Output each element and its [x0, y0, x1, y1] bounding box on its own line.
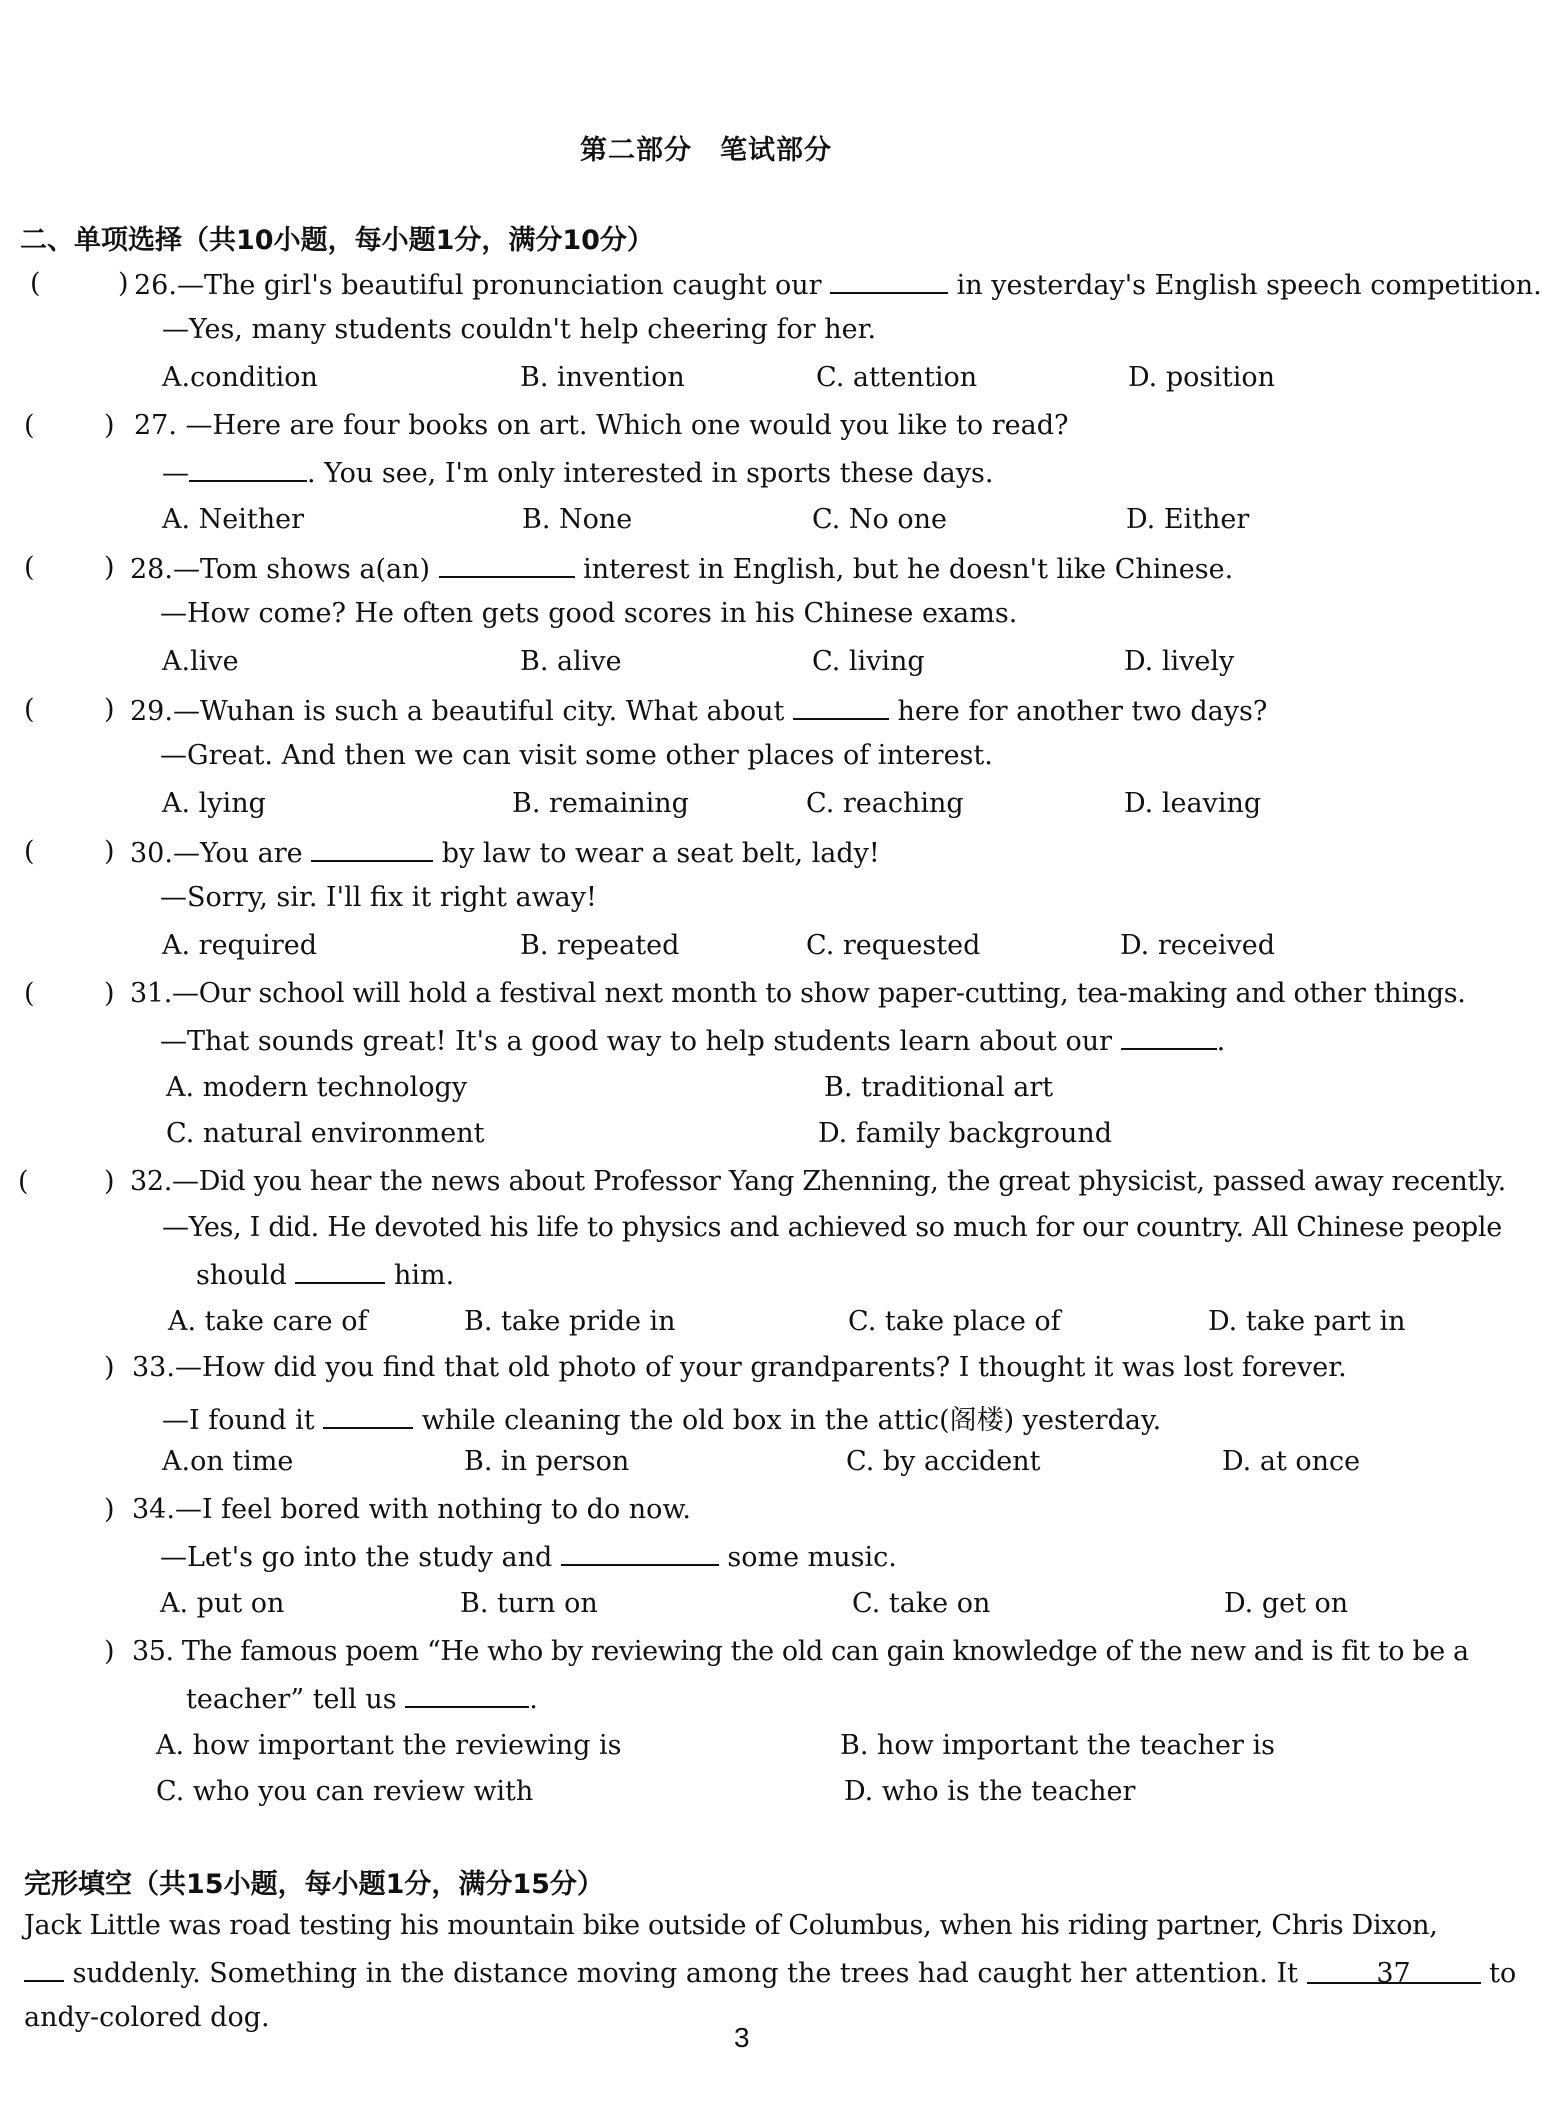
- option-d: D. position: [1128, 362, 1276, 393]
- option-b: B. invention: [520, 362, 685, 393]
- option-c: C. natural environment: [166, 1118, 485, 1149]
- option-c: C. No one: [812, 504, 947, 535]
- answer-bracket-26: (: [30, 268, 41, 299]
- question-31-line-2: —That sounds great! It's a good way to help students learn about our .: [160, 1026, 1226, 1057]
- answer-blank: [830, 268, 948, 294]
- question-35-line-1: 35. The famous poem “He who by reviewing the old can gain knowledge of the new and is fit to be a: [132, 1636, 1469, 1667]
- passage-line-1: Jack Little was road testing his mountain bike outside of Columbus, when his riding partner, Chris Dixon,: [24, 1910, 1438, 1941]
- option-b: B. how important the teacher is: [840, 1730, 1275, 1761]
- part-title: 第二部分 笔试部分: [580, 135, 832, 166]
- question-34-line-2: —Let's go into the study and some music.: [160, 1542, 897, 1573]
- option-d: D. Either: [1126, 504, 1250, 535]
- question-29-line-1: 29.—Wuhan is such a beautiful city. What about here for another two days?: [130, 696, 1268, 727]
- question-35-line-2: teacher” tell us .: [186, 1684, 538, 1715]
- answer-blank: [311, 836, 433, 862]
- option-c: C. take on: [852, 1588, 991, 1619]
- question-30-line-1: 30.—You are by law to wear a seat belt, lady!: [130, 838, 880, 869]
- section-heading-cloze: 完形填空（共15小题，每小题1分，满分15分）: [24, 1869, 604, 1900]
- option-b: B. in person: [464, 1446, 630, 1477]
- answer-bracket-35: ): [104, 1636, 115, 1667]
- option-a: A. required: [162, 930, 318, 961]
- question-32-line-3: should him.: [196, 1260, 455, 1291]
- answer-bracket-33: ): [104, 1352, 115, 1383]
- answer-bracket-32: (: [18, 1166, 29, 1197]
- option-d: D. get on: [1224, 1588, 1349, 1619]
- option-a: A. Neither: [162, 504, 305, 535]
- option-b: B. alive: [520, 646, 622, 677]
- passage-line-2: suddenly. Something in the distance moving among the trees had caught her attention. It 37 to: [24, 1956, 1516, 1989]
- cloze-blank-37: 37: [1307, 1958, 1481, 1984]
- answer-bracket-27: (: [24, 410, 35, 441]
- exam-page: 第二部分 笔试部分 二、单项选择（共10小题，每小题1分，满分10分） ( ) 26.—The girl's beautiful pronunciation caught our in yesterday's English speech competition. —Yes, many students couldn't help cheering for her. A.condition B. invention C. attention D. position ( ) 27. —Here are four books on art. Which one would you like to read? — . You see, I'm only interested in sports these days. A. Neither B. None C. No one D. Either ( ) 28.—Tom shows a(an) interest in English, but he doesn't like Chinese. —How come? He often gets good scores in his Chinese exams. A.live B. alive C. living D. lively ( ) 29.—Wuhan is such a beautiful city. What about here for another two days? —Great. And then we can visit some other places of interest. A. lying B. remaining C. reaching D. leaving ( ) 30.—You are by law to wear a seat belt, lady! —Sorry, sir. I'll fix it right away! A. required B. repeated C. requested D. received ( ) 31.—Our school will hold a festival next month to show paper-cutting, tea-making and other things. —That sounds great! It's a good way to help students learn about our . A. modern technology B. traditional art C. natural environment D. family background ( ) 32.—Did you hear the news about Professor Yang Zhenning, the great physicist, passed away recently. —Yes, I did. He devoted his life to physics and achieved so much for our country. All Chinese people should him. A. take care of B. take pride in C. take place of D. take part in ) 33.—How did you find that old photo of your grandparents? I thought it was lost forever. —I found it while cleaning the old box in the attic(阁楼) yesterday. A.on time B. in person C. by accident D. at once ) 34.—I feel bored with nothing to do now. —Let's go into the study and some music. A. put on B. turn on C. take on D. get on ) 35. The famous poem “He who by reviewing the old can gain knowledge of the new and is fit to be a teacher” tell us . A. how important the reviewing is B. how important the teacher is C. who you can review with D. who is the teacher 完形填空（共15小题，每小题1分，满分15分） Jack Little was road testing his mountain bike outside of Columbus, when his riding partner, Chris Dixon, suddenly. Something in the distance moving among the trees had caught her attention. It 37 to andy-colored dog. 3: [0, 0, 1492, 2112]
- option-b: B. None: [522, 504, 633, 535]
- answer-bracket-34: ): [104, 1494, 115, 1525]
- option-c: C. by accident: [846, 1446, 1041, 1477]
- option-b: B. turn on: [460, 1588, 598, 1619]
- question-26-line-1: 26.—The girl's beautiful pronunciation caught our in yesterday's English speech competition.: [134, 270, 1542, 301]
- option-d: D. leaving: [1124, 788, 1262, 819]
- answer-blank: [1121, 1024, 1217, 1050]
- question-28-line-2: —How come? He often gets good scores in his Chinese exams.: [160, 598, 1018, 629]
- question-31-line-1: 31.—Our school will hold a festival next month to show paper-cutting, tea-making and other things.: [130, 978, 1466, 1009]
- question-27-line-1: 27. —Here are four books on art. Which one would you like to read?: [134, 410, 1069, 441]
- section-heading-single-choice: 二、单项选择（共10小题，每小题1分，满分10分）: [20, 225, 654, 256]
- question-34-line-1: 34.—I feel bored with nothing to do now.: [132, 1494, 691, 1525]
- option-a: A.live: [162, 646, 239, 677]
- question-33-line-1: 33.—How did you find that old photo of your grandparents? I thought it was lost forever.: [132, 1352, 1347, 1383]
- question-28-line-1: 28.—Tom shows a(an) interest in English, but he doesn't like Chinese.: [130, 554, 1234, 585]
- question-30-line-2: —Sorry, sir. I'll fix it right away!: [160, 882, 597, 913]
- question-33-line-2: —I found it while cleaning the old box in the attic(阁楼) yesterday.: [162, 1405, 1162, 1436]
- option-b: B. remaining: [512, 788, 689, 819]
- answer-bracket-29: (: [24, 694, 35, 725]
- option-b: B. repeated: [520, 930, 680, 961]
- option-a: A.on time: [162, 1446, 294, 1477]
- answer-bracket-30: (: [24, 836, 35, 867]
- option-c: C. living: [812, 646, 925, 677]
- cloze-blank-36: [24, 1956, 64, 1982]
- option-a: A. modern technology: [166, 1072, 468, 1103]
- question-26-line-2: —Yes, many students couldn't help cheering for her.: [162, 314, 877, 345]
- question-32-line-2: —Yes, I did. He devoted his life to physics and achieved so much for our country. All Chinese people: [162, 1212, 1502, 1243]
- option-a: A. take care of: [168, 1306, 368, 1337]
- option-d: D. take part in: [1208, 1306, 1406, 1337]
- question-32-line-1: 32.—Did you hear the news about Professor Yang Zhenning, the great physicist, passed away recently.: [130, 1166, 1506, 1197]
- passage-line-3: andy-colored dog.: [24, 2002, 270, 2033]
- option-c: C. take place of: [848, 1306, 1061, 1337]
- answer-blank: [439, 552, 575, 578]
- option-d: D. lively: [1124, 646, 1235, 677]
- answer-blank: [793, 694, 889, 720]
- option-b: B. traditional art: [824, 1072, 1054, 1103]
- option-a: A. put on: [160, 1588, 285, 1619]
- option-d: D. family background: [818, 1118, 1113, 1149]
- option-b: B. take pride in: [464, 1306, 676, 1337]
- answer-bracket-28: (: [24, 552, 35, 583]
- answer-blank: [189, 456, 307, 482]
- answer-blank: [323, 1403, 413, 1429]
- answer-bracket-31: (: [24, 978, 35, 1009]
- option-d: D. who is the teacher: [844, 1776, 1136, 1807]
- option-c: C. who you can review with: [156, 1776, 534, 1807]
- option-c: C. attention: [816, 362, 978, 393]
- option-c: C. requested: [806, 930, 981, 961]
- question-27-line-2: — . You see, I'm only interested in sports these days.: [162, 458, 994, 489]
- option-d: D. at once: [1222, 1446, 1361, 1477]
- answer-blank: [295, 1258, 385, 1284]
- question-29-line-2: —Great. And then we can visit some other places of interest.: [160, 740, 993, 771]
- option-a: A. lying: [162, 788, 266, 819]
- option-c: C. reaching: [806, 788, 964, 819]
- option-a: A. how important the reviewing is: [156, 1730, 622, 1761]
- answer-blank: [405, 1682, 529, 1708]
- page-number: 3: [734, 2022, 750, 2053]
- answer-blank: [561, 1540, 719, 1566]
- option-a: A.condition: [162, 362, 318, 393]
- option-d: D. received: [1120, 930, 1275, 961]
